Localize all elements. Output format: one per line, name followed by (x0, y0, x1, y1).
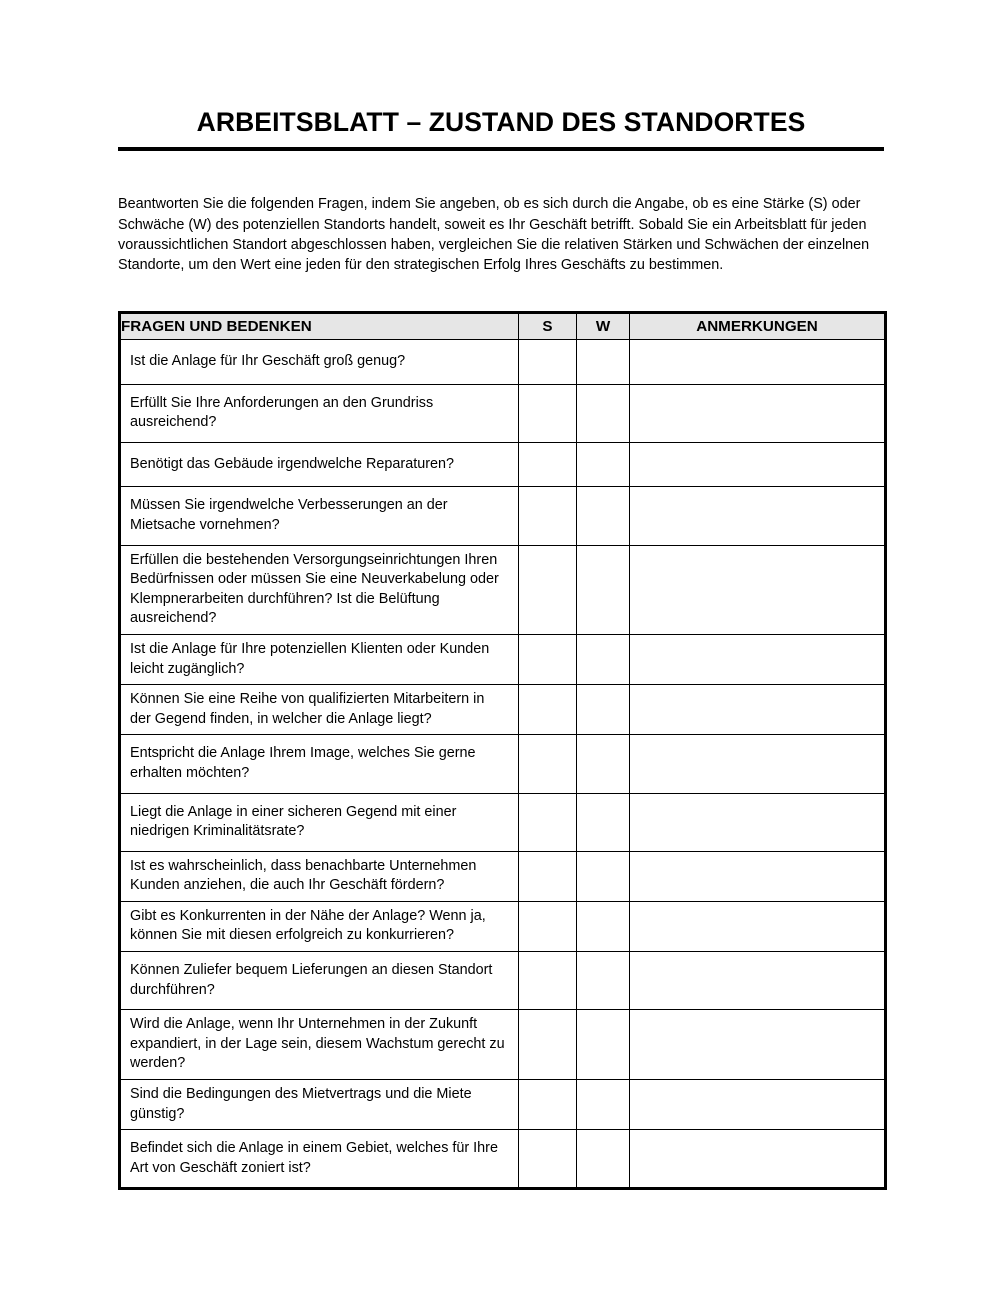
table-row (120, 487, 886, 545)
strength-checkbox-cell[interactable] (519, 545, 577, 634)
strength-checkbox-cell[interactable] (519, 634, 577, 684)
weakness-checkbox-cell[interactable] (577, 735, 630, 793)
question-cell: Können Zuliefer bequem Lieferungen an diesen Standort durchführen? (120, 952, 519, 1010)
question-cell: Ist die Anlage für Ihr Geschäft groß genug? (120, 340, 519, 385)
notes-input-cell[interactable] (630, 442, 886, 487)
column-header-weakness: W (577, 313, 630, 340)
strength-checkbox-cell[interactable] (519, 851, 577, 901)
column-header-notes: ANMERKUNGEN (630, 313, 886, 340)
strength-checkbox-cell[interactable] (519, 487, 577, 545)
table-row (120, 901, 886, 951)
page-title: ARBEITSBLATT – ZUSTAND DES STANDORTES (196, 107, 806, 137)
question-cell: Wird die Anlage, wenn Ihr Unternehmen in der Zukunft expandiert, in der Lage sein, diesem Wachstum gerecht zu werden? (120, 1010, 519, 1080)
question-cell: Können Sie eine Reihe von qualifizierten Mitarbeitern in der Gegend finden, in welcher die Anlage liegt? (120, 685, 519, 735)
strength-checkbox-cell[interactable] (519, 793, 577, 851)
strength-checkbox-cell[interactable] (519, 952, 577, 1010)
notes-input-cell[interactable] (630, 384, 886, 442)
strength-checkbox-cell[interactable] (519, 735, 577, 793)
weakness-checkbox-cell[interactable] (577, 1010, 630, 1080)
table-row (120, 442, 886, 487)
weakness-checkbox-cell[interactable] (577, 545, 630, 634)
title-divider (118, 147, 884, 151)
notes-input-cell[interactable] (630, 901, 886, 951)
weakness-checkbox-cell[interactable] (577, 793, 630, 851)
strength-checkbox-cell[interactable] (519, 1080, 577, 1130)
weakness-checkbox-cell[interactable] (577, 1130, 630, 1189)
notes-input-cell[interactable] (630, 952, 886, 1010)
intro-paragraph: Beantworten Sie die folgenden Fragen, indem Sie angeben, ob es sich durch die Angabe, ob es eine Stärke (S) oder Schwäche (W) des potenziellen Standorts handelt, soweit es Ihr Geschäft betrifft. Sobald Sie ein Arbeitsblatt für jeden voraussichtlichen Standort abgeschlossen haben, vergleichen Sie die relativen Stärken und Schwächen der einzelnen Standorte, um den Wert eine jeden für den strategischen Erfolg Ihres Geschäfts zu bestimmen. (118, 196, 870, 273)
notes-input-cell[interactable] (630, 545, 886, 634)
notes-input-cell[interactable] (630, 1010, 886, 1080)
header-row (120, 313, 886, 340)
notes-input-cell[interactable] (630, 851, 886, 901)
weakness-checkbox-cell[interactable] (577, 384, 630, 442)
strength-checkbox-cell[interactable] (519, 1130, 577, 1189)
weakness-checkbox-cell[interactable] (577, 685, 630, 735)
weakness-checkbox-cell[interactable] (577, 442, 630, 487)
notes-input-cell[interactable] (630, 735, 886, 793)
table-row (120, 1080, 886, 1130)
table-row (120, 340, 886, 385)
notes-input-cell[interactable] (630, 793, 886, 851)
table-row (120, 1010, 886, 1080)
weakness-checkbox-cell[interactable] (577, 901, 630, 951)
notes-input-cell[interactable] (630, 1080, 886, 1130)
weakness-checkbox-cell[interactable] (577, 634, 630, 684)
notes-input-cell[interactable] (630, 1130, 886, 1189)
notes-input-cell[interactable] (630, 685, 886, 735)
table-row (120, 735, 886, 793)
question-cell: Gibt es Konkurrenten in der Nähe der Anlage? Wenn ja, können Sie mit diesen erfolgreich zu konkurrieren? (120, 901, 519, 951)
weakness-checkbox-cell[interactable] (577, 851, 630, 901)
notes-input-cell[interactable] (630, 340, 886, 385)
table-row (120, 793, 886, 851)
column-header-strength: S (519, 313, 577, 340)
site-condition-table (118, 311, 887, 1190)
strength-checkbox-cell[interactable] (519, 1010, 577, 1080)
question-cell: Sind die Bedingungen des Mietvertrags und die Miete günstig? (120, 1080, 519, 1130)
question-cell: Entspricht die Anlage Ihrem Image, welches Sie gerne erhalten möchten? (120, 735, 519, 793)
strength-checkbox-cell[interactable] (519, 901, 577, 951)
strength-checkbox-cell[interactable] (519, 685, 577, 735)
question-cell: Liegt die Anlage in einer sicheren Gegend mit einer niedrigen Kriminalitätsrate? (120, 793, 519, 851)
table-row (120, 952, 886, 1010)
question-cell: Benötigt das Gebäude irgendwelche Reparaturen? (120, 442, 519, 487)
table-body (120, 340, 886, 1189)
question-cell: Müssen Sie irgendwelche Verbesserungen an der Mietsache vornehmen? (120, 487, 519, 545)
weakness-checkbox-cell[interactable] (577, 487, 630, 545)
table-row (120, 685, 886, 735)
table-row (120, 545, 886, 634)
table-row (120, 851, 886, 901)
column-header-question: FRAGEN UND BEDENKEN (120, 313, 519, 340)
weakness-checkbox-cell[interactable] (577, 952, 630, 1010)
table-header (120, 313, 886, 340)
title-block (118, 108, 884, 151)
notes-input-cell[interactable] (630, 487, 886, 545)
weakness-checkbox-cell[interactable] (577, 340, 630, 385)
table-row (120, 384, 886, 442)
strength-checkbox-cell[interactable] (519, 384, 577, 442)
notes-input-cell[interactable] (630, 634, 886, 684)
question-cell: Ist die Anlage für Ihre potenziellen Klienten oder Kunden leicht zugänglich? (120, 634, 519, 684)
weakness-checkbox-cell[interactable] (577, 1080, 630, 1130)
table-row (120, 634, 886, 684)
question-cell: Ist es wahrscheinlich, dass benachbarte Unternehmen Kunden anziehen, die auch Ihr Geschäft fördern? (120, 851, 519, 901)
strength-checkbox-cell[interactable] (519, 340, 577, 385)
table-row (120, 1130, 886, 1189)
question-cell: Befindet sich die Anlage in einem Gebiet, welches für Ihre Art von Geschäft zoniert ist? (120, 1130, 519, 1189)
strength-checkbox-cell[interactable] (519, 442, 577, 487)
question-cell: Erfüllt Sie Ihre Anforderungen an den Grundriss ausreichend? (120, 384, 519, 442)
question-cell: Erfüllen die bestehenden Versorgungseinrichtungen Ihren Bedürfnissen oder müssen Sie eine Neuverkabelung oder Klempnerarbeiten durchführen? Ist die Belüftung ausreichend? (120, 545, 519, 634)
